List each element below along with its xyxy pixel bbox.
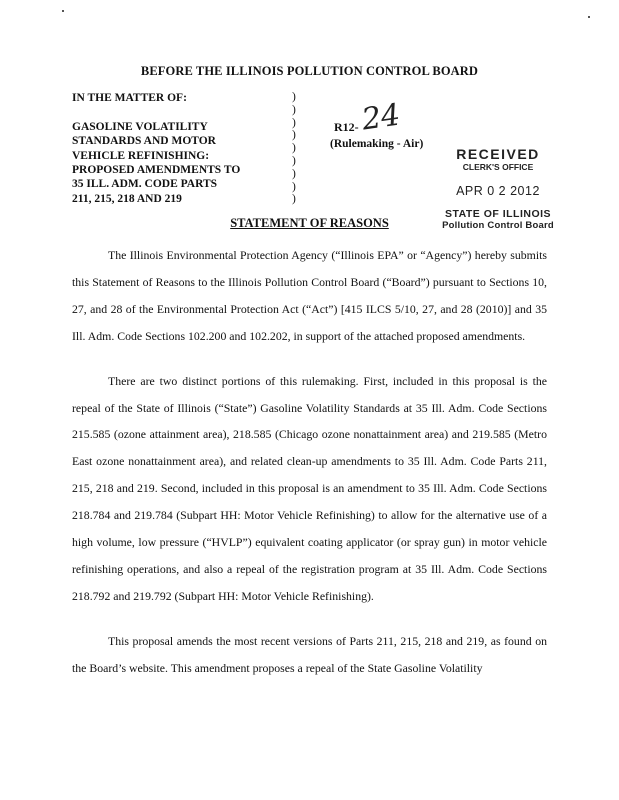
stamp-received: RECEIVED <box>456 146 540 162</box>
body-text <box>72 242 547 700</box>
caption-parentheses <box>292 91 302 206</box>
stamp-clerks-office: CLERK'S OFFICE <box>462 162 534 172</box>
stamp-board: Pollution Control Board <box>442 220 554 231</box>
case-number-prefix: R12- <box>334 120 359 134</box>
subject-line: VEHICLE REFINISHING: <box>72 149 210 162</box>
paren-mark: ) <box>292 116 296 129</box>
case-caption <box>72 91 287 206</box>
paren-mark: ) <box>292 103 296 116</box>
stamp-date: APR 0 2 2012 <box>456 184 540 198</box>
paren-mark: ) <box>292 142 296 155</box>
stamp-state: STATE OF ILLINOIS <box>444 208 552 220</box>
paren-mark: ) <box>292 180 296 193</box>
paren-mark: ) <box>292 91 296 103</box>
paren-mark: ) <box>292 167 296 180</box>
subject-line: PROPOSED AMENDMENTS TO <box>72 164 241 177</box>
subject-line: GASOLINE VOLATILITY <box>72 120 208 133</box>
body-paragraph: There are two distinct portions of this rulemaking. First, included in this proposal is the repeal of the State of Illinois (“State”) Gasoline Volatility Standards at 35 Ill. Adm. Code Sections 215.585 (ozone attainment area), 218.585 (Chicago ozone nonattainment area) and 219.585 (Metro East ozone nonattainment area), and related clean-up amendments to 35 Ill. Adm. Code Parts 211, 215, 218 and 219. Second, included in this proposal is an amendment to 35 Ill. Adm. Code Sections 218.784 and 219.784 (Subpart HH: Motor Vehicle Refinishing) to allow for the alternative use of a high volume, low pressure (“HVLP”) equivalent coating applicator (or spray gun) in motor vehicle refinishing operations, and also a repeal of the registration program at 35 Ill. Adm. Code Sections 218.792 and 219.792 (Subpart HH: Motor Vehicle Refinishing). <box>72 373 547 603</box>
subject-line: 35 ILL. ADM. CODE PARTS <box>72 178 218 191</box>
subject-line: 211, 215, 218 AND 219 <box>72 192 182 205</box>
scan-speck <box>62 10 64 12</box>
body-paragraph: The Illinois Environmental Protection Agency (“Illinois EPA” or “Agency”) hereby submits this Statement of Reasons to the Illinois Pollution Control Board (“Board”) pursuant to Sections 10, 27, and 28 of the Environmental Protection Act (“Act”) [415 ILCS 5/10, 27, and 28 (2010)] and 35 Ill. Adm. Code Sections 102.200 and 102.202, in support of the attached proposed amendments. <box>72 248 547 343</box>
scan-speck <box>588 16 590 18</box>
paren-mark: ) <box>292 154 296 167</box>
paren-mark: ) <box>292 193 296 206</box>
handwritten-case-number: 24 <box>359 97 403 138</box>
in-the-matter-label: IN THE MATTER OF: <box>72 92 187 104</box>
case-type: (Rulemaking - Air) <box>330 138 424 150</box>
subject-line: STANDARDS AND MOTOR <box>72 135 216 148</box>
board-title: BEFORE THE ILLINOIS POLLUTION CONTROL BOARD <box>140 64 479 78</box>
body-paragraph: This proposal amends the most recent versions of Parts 211, 215, 218 and 219, as found on the Board’s website. This amendment proposes a repeal of the State Gasoline Volatility <box>72 633 547 675</box>
paren-mark: ) <box>292 129 296 142</box>
section-title: STATEMENT OF REASONS <box>230 216 389 230</box>
